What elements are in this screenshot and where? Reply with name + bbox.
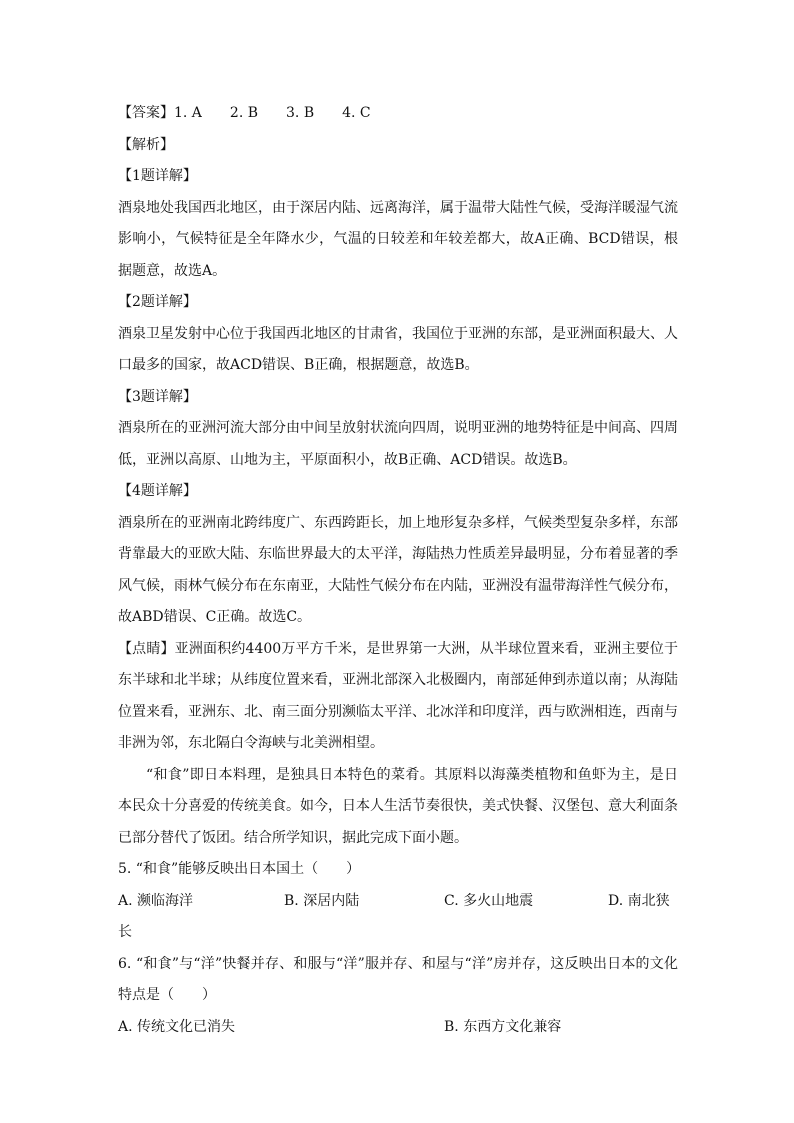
q3-explanation: 酒泉所在的亚洲河流大部分由中间呈放射状流向四周，说明亚洲的地势特征是中间高、四周低，亚洲以高原、山地为主，平原面积小，故B正确、ACD错误。故选B。 (118, 420, 678, 468)
q2-explanation: 酒泉卫星发射中心位于我国西北地区的甘肃省，我国位于亚洲的东部，是亚洲面积最大、人口最多的国家，故ACD错误、B正确，根据题意，故选B。 (118, 325, 678, 373)
q6-stem: 6. “和食”与“洋”快餐并存、和服与“洋”服并存、和屋与“洋”房并存，这反映出日本的文化特点是（ ） (118, 955, 678, 1003)
q4-explanation: 酒泉所在的亚洲南北跨纬度广、东西跨距长，加上地形复杂多样，气候类型复杂多样，东部背靠最大的亚欧大陆、东临世界最大的太平洋，海陆热力性质差异最明显，分布着显著的季风气候，雨林气候分布在东南亚，大陆性气候分布在内陆，亚洲没有温带海洋性气候分布，故ABD错误、C正确。故选C。 (118, 514, 678, 625)
q3-heading: 【3题详解】 (118, 388, 197, 405)
q5-option-b[interactable]: B. 深居内陆 (284, 892, 360, 909)
q5-option-d[interactable]: D. 南北狭 (608, 892, 670, 909)
analysis-label: 【解析】 (118, 136, 174, 153)
q5-option-a[interactable]: A. 濒临海洋 (118, 892, 194, 909)
q6-options (118, 1012, 678, 1044)
q1-explanation: 酒泉地处我国西北地区，由于深居内陆、远离海洋，属于温带大陆性气候，受海洋暖湿气流影响小，气候特征是全年降水少，气温的日较差和年较差都大，故A正确、BCD错误，根据题意，故选A。 (118, 199, 678, 279)
q2-heading: 【2题详解】 (118, 294, 197, 310)
document-page (118, 98, 678, 1043)
q5-stem: 5. “和食”能够反映出日本国土（ ） (118, 861, 361, 877)
q1-heading: 【1题详解】 (118, 168, 197, 184)
q5-option-d-continuation: 长 (118, 924, 132, 940)
answer-line: 【答案】1. A 2. B 3. B 4. C (118, 105, 371, 121)
q5-options (118, 886, 678, 918)
q5-option-c[interactable]: C. 多火山地震 (444, 892, 534, 909)
remark-paragraph: 【点睛】亚洲面积约4400万平方千米，是世界第一大洲，从半球位置来看，亚洲主要位于东半球和北半球；从纬度位置来看，亚洲北部深入北极圈内，南部延伸到赤道以南；从海陆位置来看，亚洲东、北、南三面分别濒临太平洋、北冰洋和印度洋，西与欧洲相连，西南与非洲为邻，东北隔白令海峡与北美洲相望。 (118, 640, 678, 751)
q6-option-b[interactable]: B. 东西方文化兼容 (444, 1018, 562, 1035)
q4-heading: 【4题详解】 (118, 483, 197, 499)
reading-passage: “和食”即日本料理，是独具日本特色的菜肴。其原料以海藻类植物和鱼虾为主，是日本民众十分喜爱的传统美食。如今，日本人生活节奏很快，美式快餐、汉堡包、意大利面条已部分替代了饭团。结合所学知识，据此完成下面小题。 (118, 766, 678, 846)
q6-option-a[interactable]: A. 传统文化已消失 (118, 1018, 236, 1035)
